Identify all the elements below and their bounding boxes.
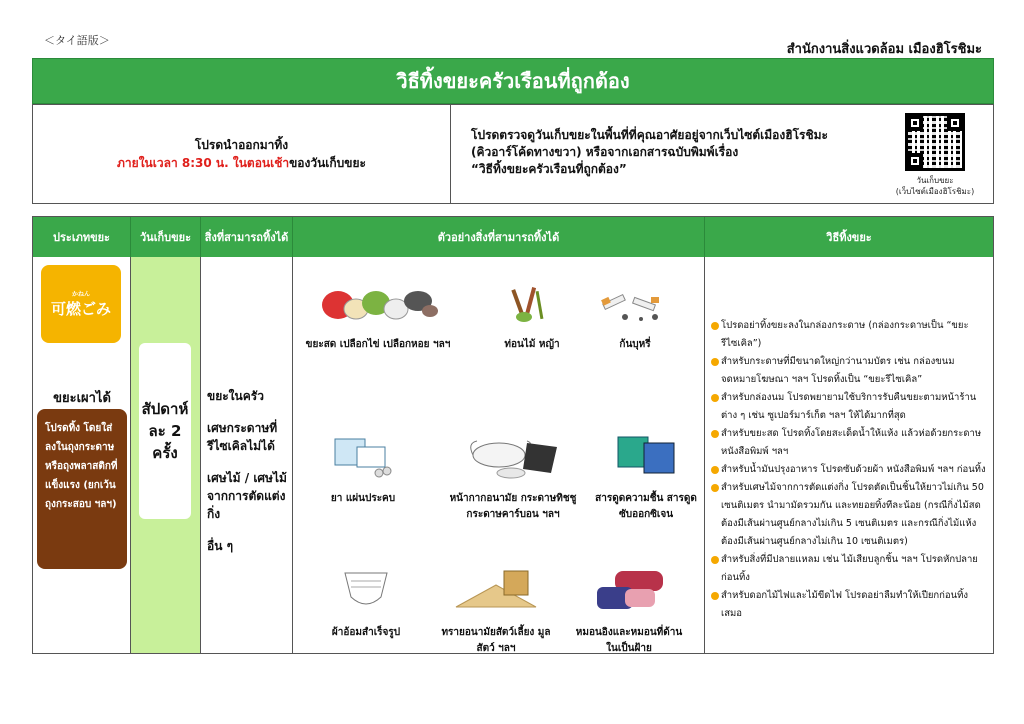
example-mask [433,433,593,523]
header-type: ประเภทขยะ [33,217,131,257]
diaper-icon [341,567,391,613]
list-item: ขยะในครัว [207,389,264,403]
header-examples: ตัวอย่างสิ่งที่สามารถทิ้งได้ [293,217,705,257]
example-label: หมอนอิงและหมอนที่ด้านในเป็นฝ้าย [575,627,683,654]
example-desiccant [595,433,697,523]
info-line2-rest: ของวันเก็บขยะ [289,156,366,170]
header-day: วันเก็บขยะ [131,217,201,257]
qr-code-icon[interactable] [905,113,965,171]
example-wood [497,281,567,353]
pet-litter-icon [450,567,542,613]
example-label: ก้นบุหรี่ [619,339,651,350]
list-item: เศษไม้ / เศษไม้จากการตัดแต่งกิ่ง [207,471,287,521]
language-version-label: ＜タイ語版＞ [44,34,110,47]
bullet-icon [711,430,719,438]
example-label: ยา แผ่นประคบ [330,493,396,504]
notes-list [711,317,987,623]
list-item: สำหรับกระดาษที่มีขนาดใหญ่กว่านามบัตร เช่น กล่องขนม จดหมายโฆษณา ฯลฯ โปรดทิ้งเป็น “ขยะรีไซเคิล” [711,353,987,389]
info-line1: โปรดนำออกมาทิ้ง [194,138,289,152]
waste-type-name: ขยะเผาได้ [53,391,111,406]
mask-tissue-icon [465,433,561,479]
bullet-icon [711,592,719,600]
info-check-line2: (คิวอาร์โค้ดทางขวา) หรือจากเอกสารฉบับพิมพ์เรื่อง [471,145,739,159]
items-list [207,387,293,569]
list-item: สำหรับดอกไม้ไฟและไม้ขีดไฟ โปรดอย่าลืมทำให้เปียกก่อนทิ้งเสมอ [711,587,987,623]
page-title: วิธีทิ้งขยะครัวเรือนที่ถูกต้อง [396,69,630,93]
bullet-icon [711,466,719,474]
food-waste-icon [318,281,438,325]
method-column [705,257,993,653]
info-time-highlight: ภายในเวลา 8:30 น. ในตอนเช้า [117,156,290,170]
list-item: โปรดอย่าทิ้งขยะลงในกล่องกระดาษ (กล่องกระดาษเป็น “ขยะรีไซเคิล”) [711,317,987,353]
example-label: สารดูดความชื้น สารดูดซับออกซิเจน [595,493,697,520]
collection-frequency: สัปดาห์ละ 2 ครั้ง [139,343,191,519]
list-item: สำหรับขยะสด โปรดทิ้งโดยสะเด็ดน้ำให้แห้ง แล้วห่อด้วยกระดาษหนังสือพิมพ์ ฯลฯ [711,425,987,461]
info-check-text [471,113,887,197]
example-diaper [311,567,421,641]
info-disposal-time [33,105,451,203]
bullet-icon [711,322,719,330]
list-item: เศษกระดาษที่รีไซเคิลไม่ได้ [207,421,278,453]
wood-grass-icon [510,281,554,325]
info-check-schedule [451,105,993,203]
badge-ruby: かねん [71,291,90,298]
office-name: สำนักงานสิ่งแวดล้อม เมืองฮิโรชิมะ [786,42,982,57]
burnable-badge [41,265,121,343]
bullet-icon [711,394,719,402]
example-medicine [303,433,423,507]
list-item: อื่น ๆ [207,539,234,553]
list-item: สำหรับสิ่งที่มีปลายแหลม เช่น ไม้เสียบลูกชิ้น ฯลฯ โปรดหักปลายก่อนทิ้ง [711,551,987,587]
type-column [33,257,131,653]
examples-column [293,257,705,653]
bullet-icon [711,358,719,366]
bullet-icon [711,484,719,492]
items-column [201,257,293,653]
bullet-icon [711,556,719,564]
info-check-line1: โปรดตรวจดูวันเก็บขยะในพื้นที่ที่คุณอาศัยอยู่จากเว็บไซต์เมืองฮิโรชิมะ [471,128,828,142]
example-food-waste [303,281,453,353]
header-method: วิธีทิ้งขยะ [826,230,872,244]
badge-kanji: 可燃ごみ [50,300,111,318]
qr-caption [896,175,974,197]
list-item: สำหรับเศษไม้จากการตัดแต่งกิ่ง โปรดตัดเป็นชิ้นให้ยาวไม่เกิน 50 เซนติเมตร นำมามัดรวมกัน และทยอยทิ้งทีละน้อย (กรณีกิ่งไม้สด ต้องมีเส้นผ่านศูนย์กลางไม่เกิน 5 เซนติเมตร และกรณีกิ่งไม้แห้ง ต้องมีเส้นผ่านศูนย์กลางไม่เกิน 10 เซนติเมตร) [711,479,987,551]
table-header [33,217,993,257]
header-items: สิ่งที่สามารถทิ้งได้ [201,217,293,257]
list-item: สำหรับกล่องนม โปรดพยายามใช้บริการรับคืนขยะตามหน้าร้านต่าง ๆ เช่น ซูเปอร์มาร์เก็ต ฯลฯ ให้ได้มากที่สุด [711,389,987,425]
qr-section [887,113,983,197]
example-cushion [573,567,685,657]
example-label: ท่อนไม้ หญ้า [504,339,560,350]
bag-instruction: โปรดทิ้ง โดยใส่ลงในถุงกระดาษหรือถุงพลาสติกที่แข็งแรง (ยกเว้นถุงกระสอบ ฯลฯ) [37,409,127,569]
list-item: สำหรับน้ำมันปรุงอาหาร โปรดซับด้วยผ้า หนังสือพิมพ์ ฯลฯ ก่อนทิ้ง [711,461,987,479]
example-label: หน้ากากอนามัย กระดาษทิชชู กระดาษคาร์บอน ฯลฯ [449,493,577,520]
medicine-icon [331,433,395,479]
example-label: ขยะสด เปลือกไข่ เปลือกหอย ฯลฯ [305,339,451,350]
day-column [131,257,201,653]
qr-caption-line2: (เว็บไซต์เมืองฮิโรชิมะ) [895,187,975,196]
info-box [32,104,994,204]
waste-table [32,216,994,654]
title-bar [32,58,994,104]
example-cigarettes [587,281,683,353]
qr-caption-line1: วันเก็บขยะ [916,176,954,185]
info-check-line3: “วิธีทิ้งขยะครัวเรือนที่ถูกต้อง” [471,162,627,176]
cigarette-butts-icon [595,281,675,325]
example-pet-litter [433,567,559,657]
cushion-icon [589,567,669,613]
example-label: ทรายอนามัยสัตว์เลี้ยง มูลสัตว์ ฯลฯ [441,627,551,654]
desiccant-icon [614,433,678,479]
example-label: ผ้าอ้อมสำเร็จรูป [331,627,401,638]
info-line2 [117,154,366,172]
